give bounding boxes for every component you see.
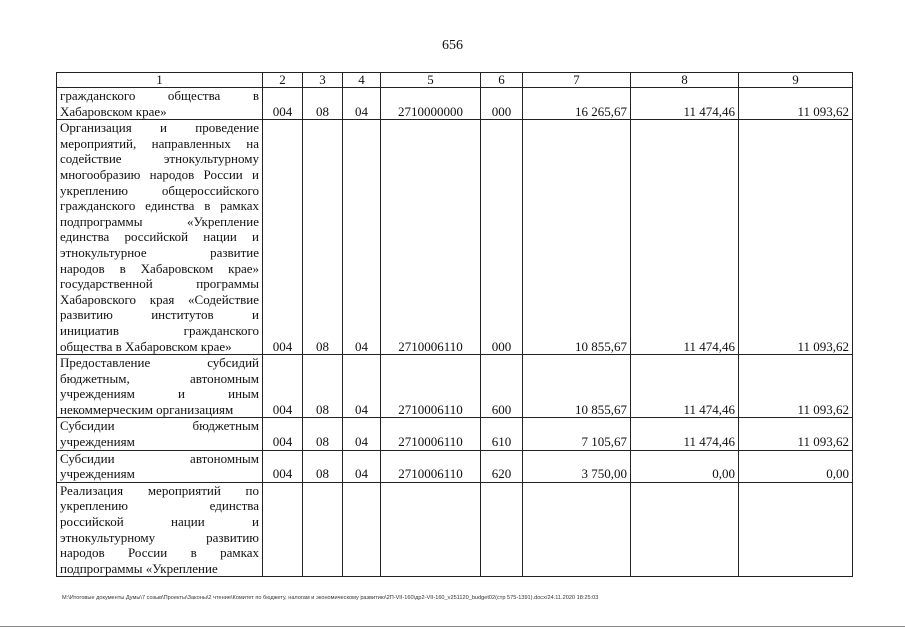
cell-section: 08 <box>303 88 343 120</box>
description-line: мероприятий, направленных на <box>60 135 259 151</box>
cell-target-article: 2710006110 <box>381 418 481 450</box>
cell-amount-2022: 11 093,62 <box>739 120 853 355</box>
description-line: бюджетным, автономным <box>60 370 259 386</box>
cell-target-article <box>381 482 481 577</box>
cell-amount-2020: 10 855,67 <box>523 355 631 418</box>
cell-description <box>57 482 263 577</box>
cell-section <box>303 482 343 577</box>
column-header: 2 <box>263 73 303 88</box>
cell-expense-type: 000 <box>481 88 523 120</box>
cell-description <box>57 88 263 120</box>
cell-section: 08 <box>303 418 343 450</box>
cell-description <box>57 418 263 450</box>
cell-expense-type: 610 <box>481 418 523 450</box>
description-line: Хабаровского края «Содействие <box>60 291 259 307</box>
column-header: 6 <box>481 73 523 88</box>
cell-amount-2020: 3 750,00 <box>523 450 631 482</box>
description-line: народов в Хабаровском крае» <box>60 260 259 276</box>
cell-amount-2021: 11 474,46 <box>631 88 739 120</box>
description-line: Реализация мероприятий по <box>60 482 259 498</box>
cell-amount-2022: 11 093,62 <box>739 88 853 120</box>
cell-description <box>57 120 263 355</box>
description-line: гражданского единства в рамках <box>60 198 259 214</box>
description-line: общества в Хабаровском крае» <box>60 338 232 354</box>
table-row <box>57 450 853 482</box>
table-row <box>57 482 853 577</box>
cell-subsection: 04 <box>343 418 381 450</box>
description-line: учреждениям <box>60 466 135 482</box>
table-row <box>57 355 853 418</box>
cell-subsection: 04 <box>343 450 381 482</box>
page-edge-divider <box>0 626 905 627</box>
description-line: этнокультурному развитию <box>60 529 259 545</box>
cell-amount-2021 <box>631 482 739 577</box>
description-line: развитию институтов и <box>60 307 259 323</box>
description-line: содействие этнокультурному <box>60 151 259 167</box>
cell-ministry-code: 004 <box>263 450 303 482</box>
cell-amount-2022: 0,00 <box>739 450 853 482</box>
description-line: Субсидии автономным <box>60 450 259 466</box>
column-header: 7 <box>523 73 631 88</box>
description-line: многообразию народов России и <box>60 166 259 182</box>
cell-subsection <box>343 482 381 577</box>
description-line: Предоставление субсидий <box>60 355 259 371</box>
description-line: Организация и проведение <box>60 120 259 136</box>
cell-amount-2021: 11 474,46 <box>631 355 739 418</box>
description-line: Субсидии бюджетным <box>60 418 259 434</box>
cell-amount-2020: 10 855,67 <box>523 120 631 355</box>
column-header: 5 <box>381 73 481 88</box>
cell-ministry-code: 004 <box>263 88 303 120</box>
description-line: инициатив гражданского <box>60 322 259 338</box>
description-line: единства российской нации и <box>60 229 259 245</box>
column-number-row <box>57 73 853 88</box>
cell-ministry-code: 004 <box>263 418 303 450</box>
cell-subsection: 04 <box>343 355 381 418</box>
description-line: некоммерческим организациям <box>60 401 234 417</box>
cell-description <box>57 450 263 482</box>
cell-expense-type <box>481 482 523 577</box>
table-row <box>57 418 853 450</box>
description-line: учреждениям и иным <box>60 386 259 402</box>
cell-section: 08 <box>303 450 343 482</box>
cell-target-article: 2710006110 <box>381 120 481 355</box>
cell-amount-2020 <box>523 482 631 577</box>
description-line: гражданского общества в <box>60 88 259 103</box>
cell-expense-type: 000 <box>481 120 523 355</box>
page-number: 656 <box>442 38 463 53</box>
table-row <box>57 120 853 355</box>
cell-subsection: 04 <box>343 88 381 120</box>
description-line: укреплению единства <box>60 498 259 514</box>
cell-amount-2020: 7 105,67 <box>523 418 631 450</box>
cell-section: 08 <box>303 355 343 418</box>
cell-expense-type: 600 <box>481 355 523 418</box>
cell-ministry-code <box>263 482 303 577</box>
description-line: учреждениям <box>60 434 135 450</box>
column-header: 4 <box>343 73 381 88</box>
cell-amount-2021: 0,00 <box>631 450 739 482</box>
description-line: российской нации и <box>60 514 259 530</box>
description-line: государственной программы <box>60 276 259 292</box>
description-line: Хабаровском крае» <box>60 103 167 119</box>
column-header: 1 <box>57 73 263 88</box>
cell-amount-2020: 16 265,67 <box>523 88 631 120</box>
cell-expense-type: 620 <box>481 450 523 482</box>
cell-ministry-code: 004 <box>263 355 303 418</box>
file-path-footer: M:\Итоговые документы Думы\7 созыв\Проекты\Законы\2 чтение\Комитет по бюджету, налогам и экономическому развитию\2П-VII-160\др2-VII-160_v251120_budget02(стр 575-1391).docx/24.11.2020 18:25:03 <box>62 595 599 601</box>
description-line: народов России в рамках <box>60 545 259 561</box>
cell-amount-2022: 11 093,62 <box>739 355 853 418</box>
column-header: 3 <box>303 73 343 88</box>
cell-ministry-code: 004 <box>263 120 303 355</box>
cell-amount-2021: 11 474,46 <box>631 120 739 355</box>
table-row <box>57 88 853 120</box>
cell-subsection: 04 <box>343 120 381 355</box>
cell-amount-2022: 11 093,62 <box>739 418 853 450</box>
cell-section: 08 <box>303 120 343 355</box>
cell-target-article: 2710000000 <box>381 88 481 120</box>
cell-description <box>57 355 263 418</box>
description-line: подпрограммы «Укрепление <box>60 213 259 229</box>
cell-target-article: 2710006110 <box>381 450 481 482</box>
column-header: 8 <box>631 73 739 88</box>
cell-target-article: 2710006110 <box>381 355 481 418</box>
column-header: 9 <box>739 73 853 88</box>
description-line: этнокультурное развитие <box>60 244 259 260</box>
cell-amount-2021: 11 474,46 <box>631 418 739 450</box>
budget-table <box>56 72 853 577</box>
description-line: подпрограммы «Укрепление <box>60 560 218 576</box>
description-line: укреплению общероссийского <box>60 182 259 198</box>
cell-amount-2022 <box>739 482 853 577</box>
